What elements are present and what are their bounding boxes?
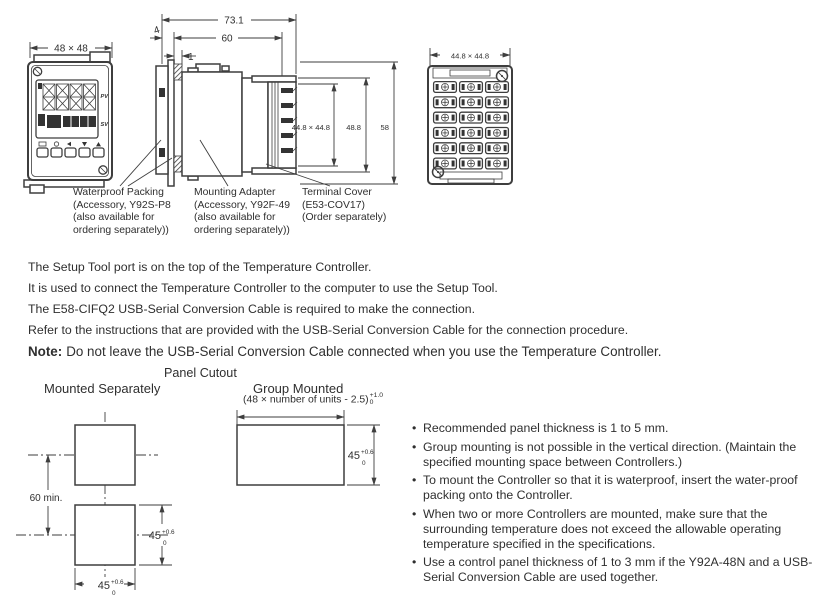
mounting-adapter-label: Mounting Adapter (Accessory, Y92F-49 (also available for ordering separately)) bbox=[194, 187, 291, 237]
group-mounted-label: Group Mounted bbox=[253, 381, 344, 396]
group-height-dim-label: 45 bbox=[347, 450, 360, 462]
separate-cutout-drawing bbox=[16, 412, 175, 597]
side-height-dim-label: 58 bbox=[380, 123, 389, 132]
front-width-dim-label: 48 × 48 bbox=[54, 43, 88, 55]
cutout-square-top bbox=[75, 425, 135, 485]
mounting-notes bbox=[410, 421, 824, 589]
setup-tool-port bbox=[196, 64, 220, 72]
sv-label: SV bbox=[100, 122, 108, 128]
side-overall-depth-dim-label: 73.1 bbox=[224, 15, 244, 27]
side-adapter-dim-label: 48.8 bbox=[346, 123, 361, 132]
panel-cutout-drawings bbox=[0, 408, 410, 608]
description-line: The E58-CIFQ2 USB-Serial Conversion Cable is required to make the connection. bbox=[28, 302, 475, 316]
panel-cutout-title: Panel Cutout bbox=[164, 366, 237, 380]
cutout-height-dim-label: 45 bbox=[148, 530, 161, 542]
group-cutout-rect bbox=[237, 425, 344, 485]
mounting-note-item: • Recommended panel thickness is 1 to 5 mm. bbox=[410, 421, 824, 436]
waterproof-packing-label: Waterproof Packing (Accessory, Y92S-P8 (also available for ordering separately)) bbox=[73, 187, 171, 237]
side-view-drawing bbox=[120, 13, 398, 186]
mounting-note-item: • Use a control panel thickness of 1 to 3 mm if the Y92A-48N and a USB-Serial Conversion Cable are used together. bbox=[410, 555, 824, 585]
mounting-note-item: • When two or more Controllers are mounted, make sure that the surrounding temperature does not exceed the allowable operating temperature specified in the specifications. bbox=[410, 507, 824, 551]
cutout-height-tol-plus: +0.6 bbox=[162, 529, 175, 536]
rear-screw-top-right-icon bbox=[497, 71, 508, 82]
cutout-square-bottom bbox=[75, 505, 135, 565]
front-view-drawing bbox=[24, 41, 112, 193]
group-width-tolerance: +1.0 0 bbox=[369, 392, 384, 406]
note-line bbox=[28, 341, 661, 362]
group-width-formula: (48 × number of units - 2.5) +1.0 0 bbox=[243, 392, 384, 406]
rear-view-drawing bbox=[428, 48, 512, 184]
waterproof-packing-leader bbox=[120, 140, 161, 186]
cutout-width-tol-minus: 0 bbox=[112, 590, 116, 597]
mounted-separately-label: Mounted Separately bbox=[44, 381, 161, 396]
terminal-cover-label: Terminal Cover (E53-COV17) (Order separately) bbox=[302, 187, 387, 224]
cutout-height-tol-minus: 0 bbox=[163, 540, 167, 547]
side-packing-dim-label: 1 bbox=[188, 52, 194, 63]
setup-tool-description bbox=[28, 257, 661, 362]
pv-label: PV bbox=[100, 94, 108, 100]
rear-width-dim-label: 44.8 × 44.8 bbox=[450, 51, 490, 61]
note-label: Note: bbox=[28, 344, 63, 359]
side-bezel-dim-label: 4 bbox=[152, 24, 162, 37]
waterproof-packing-section-top bbox=[174, 64, 182, 80]
cutout-width-tol-plus: +0.6 bbox=[111, 579, 124, 586]
side-case-depth-dim-label: 60 bbox=[221, 33, 233, 45]
mounting-note-item: • To mount the Controller so that it is waterproof, insert the water-proof packing onto the Controller. bbox=[410, 473, 824, 503]
description-line: Refer to the instructions that are provided with the USB-Serial Conversion Cable for the connection procedure. bbox=[28, 323, 629, 337]
side-body-dim-label: 44.8 × 44.8 bbox=[291, 123, 330, 132]
group-height-tol-minus: 0 bbox=[362, 460, 366, 467]
waterproof-packing-section-bottom bbox=[174, 156, 182, 172]
terminal-cover-leader bbox=[266, 164, 330, 186]
group-cutout-drawing bbox=[237, 410, 380, 485]
vertical-spacing-dim-label: 60 min. bbox=[29, 493, 63, 504]
description-line: It is used to connect the Temperature Controller to the computer to use the Setup Tool. bbox=[28, 281, 498, 295]
cutout-width-dim-label: 45 bbox=[97, 580, 110, 592]
description-line: The Setup Tool port is on the top of the Temperature Controller. bbox=[28, 260, 372, 274]
mounting-note-item: • Group mounting is not possible in the vertical direction. (Maintain the specified mounting space between Controllers.) bbox=[410, 440, 824, 470]
note-text: Do not leave the USB-Serial Conversion Cable connected when you use the Temperature Controller. bbox=[66, 344, 662, 359]
group-height-tol-plus: +0.6 bbox=[361, 449, 374, 456]
